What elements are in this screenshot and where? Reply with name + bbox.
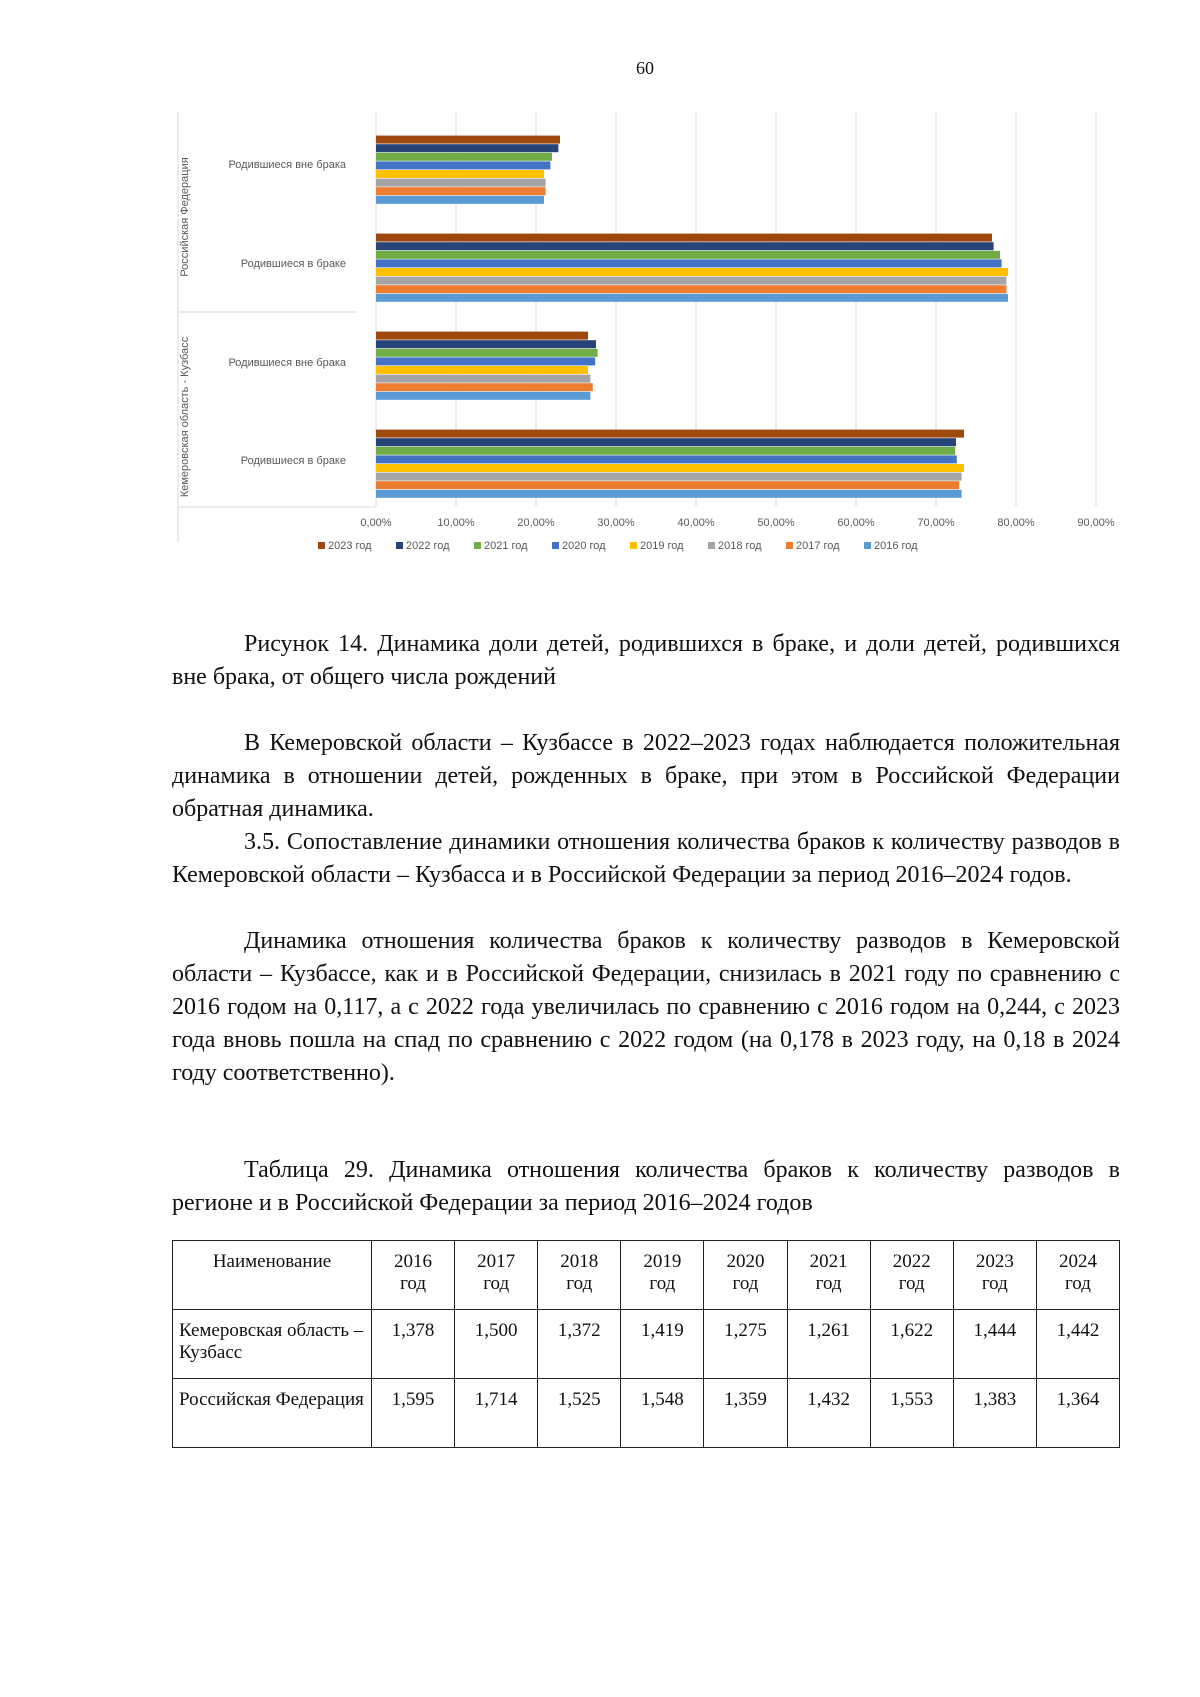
bar [376,259,1002,267]
bar [376,170,544,178]
bar [376,242,994,250]
table-cell: 1,359 [704,1379,787,1448]
group-label: Российская Федерация [179,157,191,277]
bar [376,430,964,438]
row-name: Российская Федерация [173,1379,372,1448]
bar [376,294,1008,302]
bar [376,349,598,357]
header-year: 2016 год [372,1241,455,1310]
x-tick-label: 60,00% [837,517,875,529]
header-year: 2018 год [538,1241,621,1310]
bar [376,464,964,472]
table-cell: 1,261 [787,1310,870,1379]
bar [376,251,1000,259]
header-year: 2021 год [787,1241,870,1310]
x-tick-label: 30,00% [597,517,635,529]
table-cell: 1,444 [953,1310,1036,1379]
table-cell: 1,500 [455,1310,538,1379]
page-number: 60 [636,58,654,78]
legend-label: 2021 год [484,540,528,552]
table-cell: 1,442 [1036,1310,1119,1379]
legend-label: 2022 год [406,540,450,552]
header-year: 2024 год [1036,1241,1119,1310]
bar [376,357,595,365]
category-label: Родившиеся в браке [240,258,346,270]
legend-swatch [864,542,871,549]
legend-swatch [786,542,793,549]
bar [376,234,992,242]
table-cell: 1,419 [621,1310,704,1379]
paragraph-1: В Кемеровской области – Кузбассе в 2022–2023 годах наблюдается положительная динамика в отношении детей, рожденных в браке, при этом в Российской Федерации обратная динамика. [172,730,1120,822]
x-tick-label: 20,00% [517,517,555,529]
paragraph-2: Динамика отношения количества браков к количеству разводов в Кемеровской области – Кузбассе, как и в Российской Федерации, снизилась в 2021 году по сравнению с 2016 годом на 0,117, а с 2022 года увеличилась по сравнению с 2016 годом на 0,244, с 2023 года вновь пошла на спад по сравнению с 2022 годом (на 0,178 в 2023 году, на 0,18 в 2024 году соответственно). [172,928,1120,1086]
header-name: Наименование [173,1241,372,1310]
bar [376,392,590,400]
x-tick-label: 90,00% [1077,517,1115,529]
header-year: 2017 год [455,1241,538,1310]
bar [376,366,588,374]
bar [376,268,1008,276]
bar [376,340,596,348]
table-cell: 1,525 [538,1379,621,1448]
table-row [173,1379,1120,1448]
header-year: 2023 год [953,1241,1036,1310]
legend-swatch [318,542,325,549]
figure-caption: Рисунок 14. Динамика доли детей, родившихся в браке, и доли детей, родившихся вне брака, от общего числа рождений [172,631,1120,690]
table-cell: 1,383 [953,1379,1036,1448]
table-cell: 1,275 [704,1310,787,1379]
paragraph-section-3-5: 3.5. Сопоставление динамики отношения количества браков к количеству разводов в Кемеровской области – Кузбасса и в Российской Федерации за период 2016–2024 годов. [172,829,1120,888]
births-chart [176,112,1116,592]
x-tick-label: 10,00% [437,517,475,529]
header-year: 2022 год [870,1241,953,1310]
legend-label: 2020 год [562,540,606,552]
legend-swatch [396,542,403,549]
x-tick-label: 50,00% [757,517,795,529]
group-label: Кемеровская область - Кузбасс [179,336,191,498]
legend-label: 2016 год [874,540,918,552]
bar [376,144,558,152]
table-title: Таблица 29. Динамика отношения количества браков к количеству разводов в регионе и в Российской Федерации за период 2016–2024 годов [172,1157,1120,1216]
x-tick-label: 0,00% [360,517,392,529]
bar [376,375,590,383]
bar [376,455,957,463]
table-cell: 1,364 [1036,1379,1119,1448]
bar [376,153,552,161]
legend-label: 2023 год [328,540,372,552]
category-label: Родившиеся в браке [240,455,346,467]
table-cell: 1,548 [621,1379,704,1448]
bar [376,196,544,204]
legend-label: 2017 год [796,540,840,552]
bar [376,179,546,187]
x-tick-label: 80,00% [997,517,1035,529]
bar [376,490,962,498]
table-row [173,1310,1120,1379]
legend-swatch [630,542,637,549]
row-name: Кемеровская область – Кузбасс [173,1310,372,1379]
table-header-row [173,1241,1120,1310]
x-tick-label: 40,00% [677,517,715,529]
legend-swatch [552,542,559,549]
table-cell: 1,432 [787,1379,870,1448]
legend-label: 2019 год [640,540,684,552]
ratio-table [172,1240,1120,1448]
bar [376,161,550,169]
bar [376,136,560,144]
table-cell: 1,553 [870,1379,953,1448]
bar [376,481,959,489]
table-cell: 1,378 [372,1310,455,1379]
x-tick-label: 70,00% [917,517,955,529]
legend-swatch [474,542,481,549]
header-year: 2020 год [704,1241,787,1310]
table-cell: 1,714 [455,1379,538,1448]
table-cell: 1,622 [870,1310,953,1379]
bar [376,447,955,455]
bar [376,332,588,340]
bar [376,187,546,195]
header-year: 2019 год [621,1241,704,1310]
bar [376,473,962,481]
legend-label: 2018 год [718,540,762,552]
bar [376,277,1006,285]
bar [376,383,593,391]
table-cell: 1,595 [372,1379,455,1448]
legend-swatch [708,542,715,549]
bar [376,285,1006,293]
category-label: Родившиеся вне брака [228,159,346,171]
table-cell: 1,372 [538,1310,621,1379]
bar [376,438,956,446]
category-label: Родившиеся вне брака [228,357,346,369]
